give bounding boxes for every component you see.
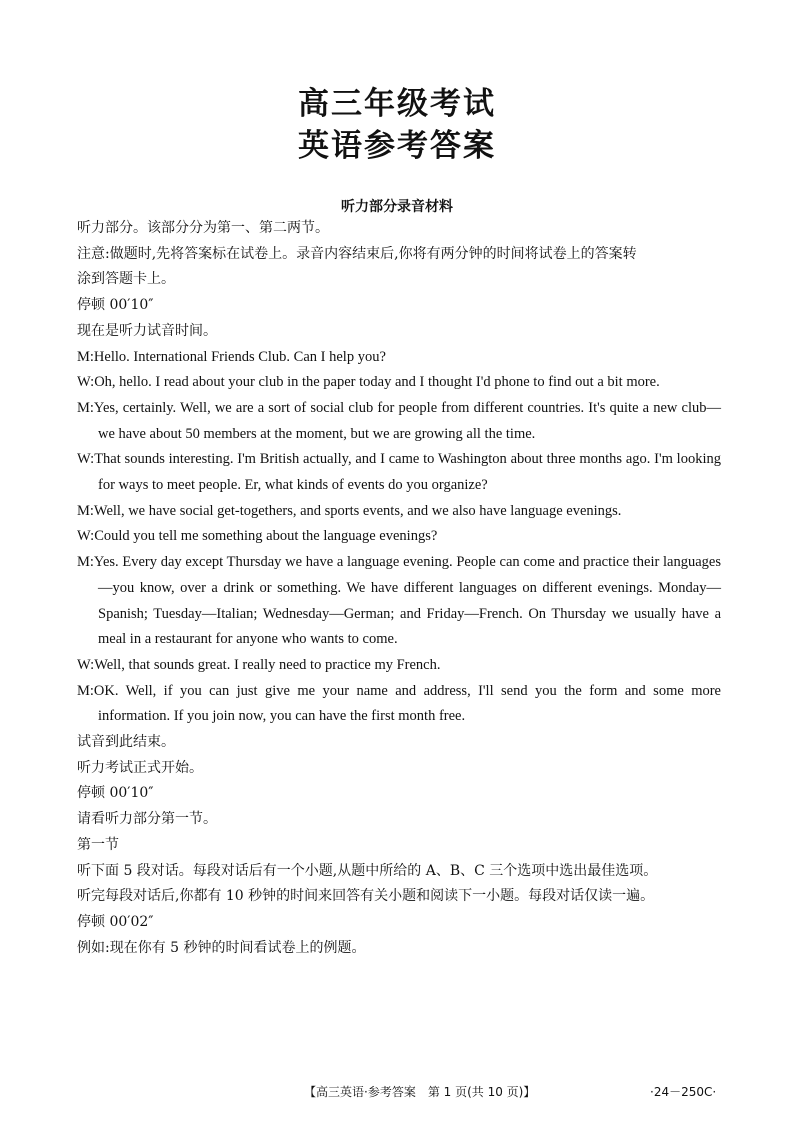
- turn-text: Oh, hello. I read about your club in the paper today and I thought I'd phone to find out a bit more.: [94, 374, 660, 391]
- dialogue-turn: [77, 653, 721, 679]
- dialogue-turn: [77, 345, 721, 371]
- dialogue-turn: [77, 396, 721, 447]
- footer-page-info: 【高三英语·参考答案 第 1 页(共 10 页)】: [304, 1085, 536, 1099]
- turn-text: That sounds interesting. I'm British actually, and I came to Washington about three months ago. I'm looking for ways to meet people. Er, what kinds of events do you organize?: [94, 451, 721, 494]
- dialogue-turn: [77, 550, 721, 653]
- exam-title: 高三年级考试: [298, 86, 496, 122]
- turn-text: Well, that sounds great. I really need to practice my French.: [94, 656, 441, 673]
- trial-time-line: 现在是听力试音时间。: [77, 322, 217, 339]
- turn-text: Well, we have social get-togethers, and sports events, and we also have language evenings.: [93, 502, 622, 519]
- speaker-label: W:: [77, 451, 95, 468]
- dialogue: [77, 345, 721, 731]
- see-part1-line: 请看听力部分第一节。: [77, 811, 217, 828]
- turn-text: Hello. International Friends Club. Can I help you?: [93, 348, 386, 365]
- instruction-line-2: 听完每段对话后,你都有 10 秒钟的时间来回答有关小题和阅读下一小题。每段对话仅读一遍。: [77, 888, 655, 905]
- pause-line: 停顿 00′02″: [77, 913, 154, 930]
- speaker-label: W:: [77, 374, 95, 391]
- notice-line-2: 涂到答题卡上。: [77, 271, 175, 288]
- turn-text: Yes. Every day except Thursday we have a language evening. People can come and practice their languages—you know, over a drink or something. We have different languages on different evenings. Monday—Spanish; Tuesday—Italian; Wednesday—German; and Friday—French. On Thursday we usually have a meal in a restaurant for anyone who wants to come.: [93, 554, 721, 648]
- dialogue-turn: [77, 524, 721, 550]
- speaker-label: W:: [77, 528, 95, 545]
- pause-line: 停顿 00′10″: [77, 785, 154, 802]
- section-title: 听力部分录音材料: [341, 199, 453, 215]
- notice-line-1: 注意:做题时,先将答案标在试卷上。录音内容结束后,你将有两分钟的时间将试卷上的答案转: [77, 245, 637, 262]
- section1-heading: 第一节: [77, 836, 119, 853]
- example-line: 例如:现在你有 5 秒钟的时间看试卷上的例题。: [77, 939, 366, 956]
- speaker-label: M:: [77, 502, 94, 519]
- dialogue-turn: [77, 679, 721, 730]
- intro-line: 听力部分。该部分分为第一、第二两节。: [77, 220, 329, 236]
- answer-title: 英语参考答案: [298, 128, 496, 164]
- transcript-body: [77, 216, 721, 961]
- speaker-label: W:: [77, 656, 95, 673]
- speaker-label: M:: [77, 399, 94, 416]
- turn-text: Could you tell me something about the language evenings?: [94, 528, 438, 545]
- turn-text: OK. Well, if you can just give me your name and address, I'll send you the form and some more information. If you join now, you can have the first month free.: [93, 682, 721, 725]
- dialogue-turn: [77, 447, 721, 498]
- dialogue-turn: [77, 370, 721, 396]
- dialogue-turn: [77, 499, 721, 525]
- turn-text: Yes, certainly. Well, we are a sort of social club for people from different countries. It's quite a new club—we have about 50 members at the moment, but we are growing all the time.: [93, 399, 721, 442]
- trial-end-line: 试音到此结束。: [77, 734, 175, 751]
- pause-line: 停顿 00′10″: [77, 297, 154, 314]
- instruction-line-1: 听下面 5 段对话。每段对话后有一个小题,从题中所给的 A、B、C 三个选项中选出最佳选项。: [77, 862, 658, 879]
- speaker-label: M:: [77, 682, 94, 699]
- speaker-label: M:: [77, 348, 94, 365]
- speaker-label: M:: [77, 554, 94, 571]
- footer-code: ·24－250C·: [650, 1085, 717, 1099]
- exam-start-line: 听力考试正式开始。: [77, 759, 203, 776]
